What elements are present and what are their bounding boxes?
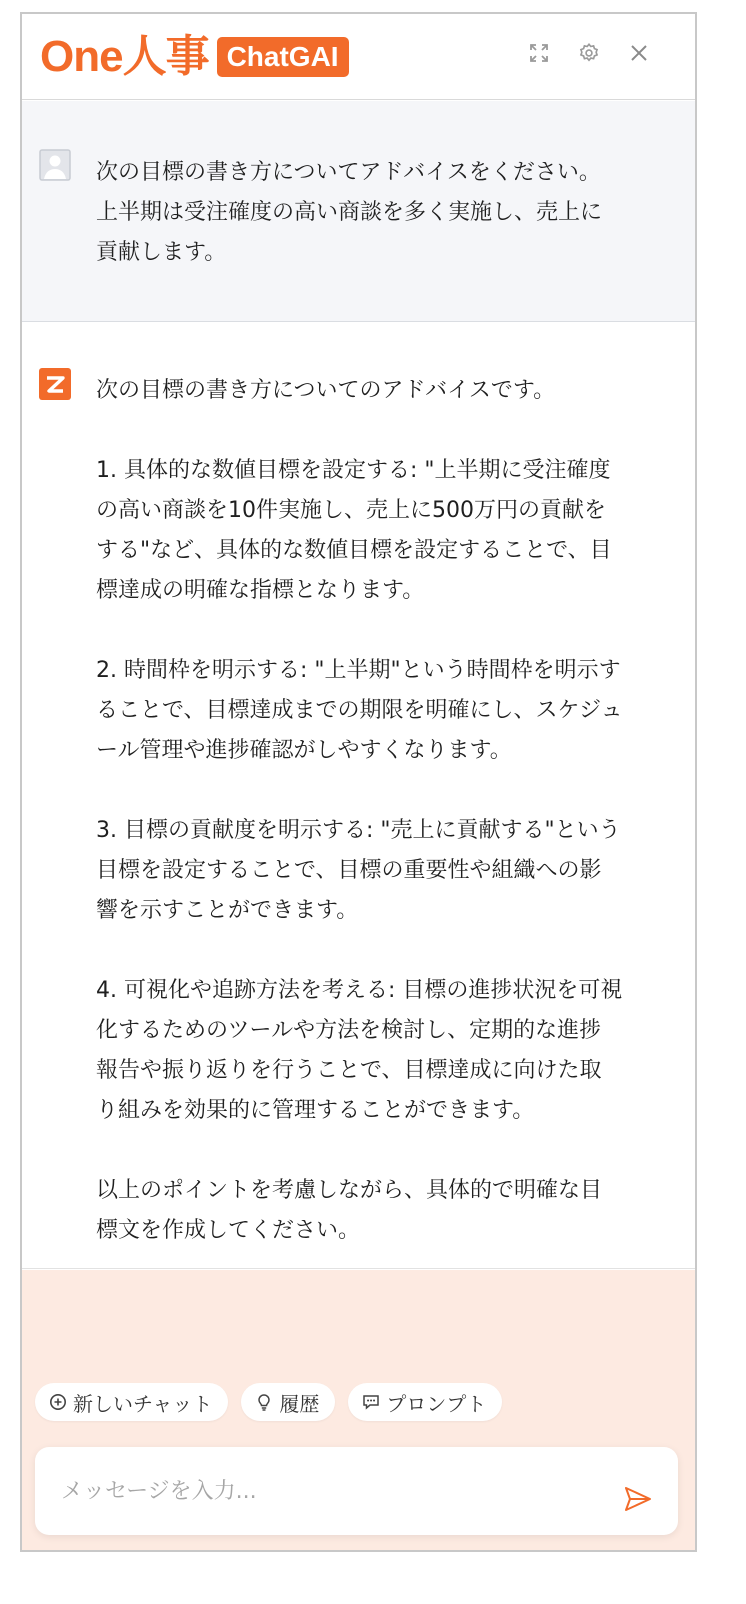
close-icon[interactable]	[625, 39, 653, 67]
logo	[40, 32, 349, 82]
message-input-box	[35, 1447, 678, 1535]
prompt-label: プロンプト	[386, 1391, 487, 1416]
history-label: 履歴	[279, 1391, 320, 1416]
history-button[interactable]	[241, 1383, 335, 1421]
new-chat-label: 新しいチャット	[73, 1391, 213, 1416]
expand-icon[interactable]	[525, 39, 553, 67]
user-avatar-icon	[39, 149, 71, 181]
assistant-avatar-icon	[39, 368, 71, 400]
chat-panel	[20, 12, 697, 1552]
message-input[interactable]	[61, 1471, 601, 1511]
assistant-message-text: 次の目標の書き方についてのアドバイスです。 1. 具体的な数値目標を設定する: "上半期に受注確度 の高い商談を10件実施し、売上に500万円の貢献を する"など、具体的な数値目標を設定することで、目 標達成の明確な指標となります。 2. 時間枠を明示する: "上半期"という時間枠を明示す ることで、目標達成までの期限を明確にし、スケジュ ール管理や進捗確認がしやすくなります。 3. 目標の貢献度を明示する: "売上に貢献する"という 目標を設定することで、目標の重要性や組織への影 響を示すことができます。 4. 可視化や追跡方法を考える: 目標の進捗状況を可視 化するためのツールや方法を検討し、定期的な進捗 報告や振り返りを行うことで、目標達成に向けた取 り組みを効果的に管理することができます。 以上のポイントを考慮しながら、具体的で明確な目 標文を作成してください。	[96, 378, 623, 1243]
chat-bubble-icon	[362, 1393, 380, 1411]
user-message	[22, 101, 695, 322]
new-chat-button[interactable]	[35, 1383, 228, 1421]
header-actions	[525, 39, 653, 67]
send-icon[interactable]	[623, 1484, 653, 1514]
logo-text: One人事	[40, 32, 209, 81]
header	[22, 14, 695, 100]
gear-icon[interactable]	[575, 39, 603, 67]
quick-actions	[35, 1383, 502, 1421]
lightbulb-icon	[255, 1393, 273, 1411]
prompt-button[interactable]	[348, 1383, 502, 1421]
composer-area	[22, 1270, 695, 1552]
user-message-text: 次の目標の書き方についてアドバイスをください。 上半期は受注確度の高い商談を多く実施し、売上に 貢献します。	[96, 160, 603, 265]
plus-circle-icon	[49, 1393, 67, 1411]
assistant-message	[22, 323, 695, 1269]
logo-badge: ChatGAI	[217, 37, 349, 77]
